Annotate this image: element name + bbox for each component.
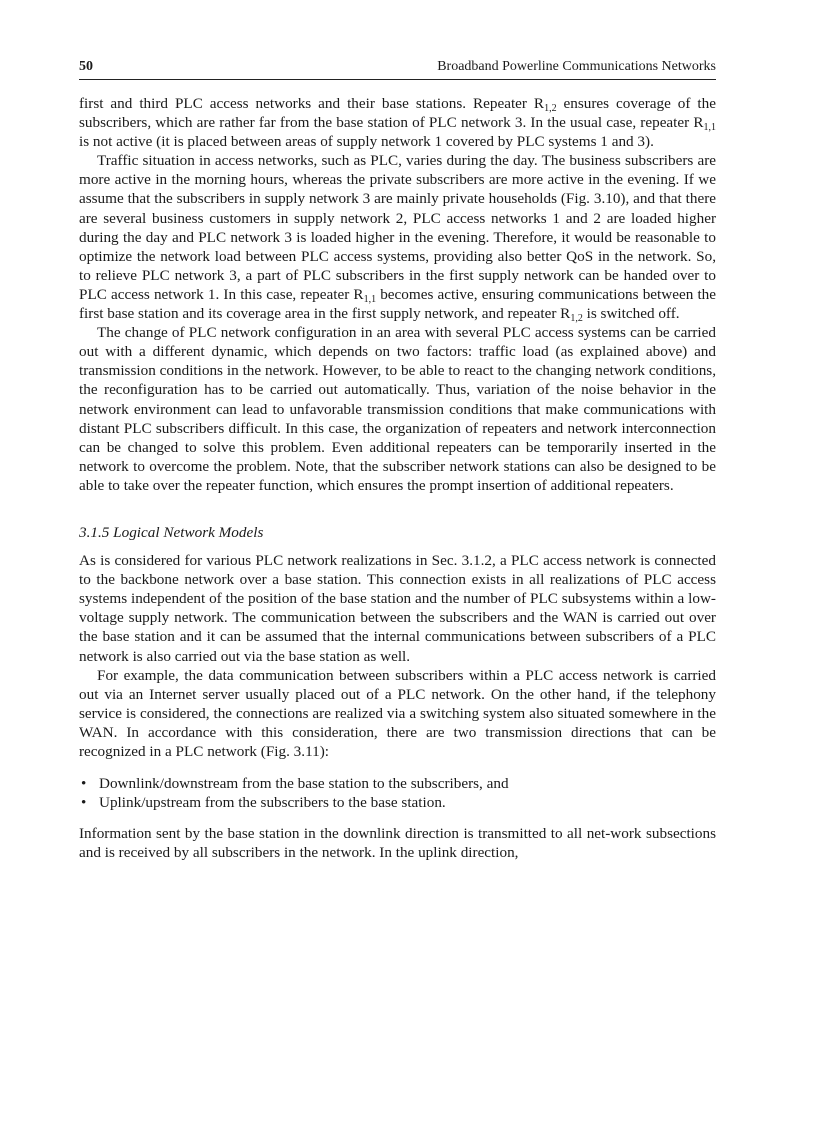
paragraph-1: first and third PLC access networks and their base stations. Repeater $R_{1,2}$ ensures coverage of the subscribers, which are rather far from the base station of PLC network 3. In the usual case, repeater $R_{1,1}$ is not active (it is placed between areas of supply network 1 covered by PLC systems 1 and 3). — [79, 95, 716, 151]
bullet-list — [79, 774, 716, 812]
paragraph-3: The change of PLC network configuration in an area with several PLC access systems can be carried out with a different dynamic, which depends on two factors: traffic load (as explained above) and transmission conditions in the network. However, to be able to react to the changing network conditions, the reconfiguration has to be carried out automatically. Thus, variation of the noise behavior in the network environment can lead to unfavorable transmission conditions that make communications with distant PLC subscribers difficult. In this case, the organization of repeaters and network interconnection can be changed to solve this problem. Even additional repeaters can be temporarily inserted in the network to overcome the problem. Note, that the subscriber network stations can also be designed to be able to take over the repeater function, which ensures the prompt insertion of additional repeaters. — [79, 324, 716, 494]
bullet-icon: • — [81, 775, 87, 793]
subscript: 1,1 — [703, 122, 716, 134]
paragraph-2: Traffic situation in access networks, such as PLC, varies during the day. The business subscribers are more active in the morning hours, whereas the private subscribers are more active in the evening. If we assume that the subscribers in supply network 3 are mainly private households (Fig. 3.10), and that there are several business customers in supply network 2, PLC access networks 1 and 2 are loaded higher during the day and PLC network 3 is loaded higher in the evening. Therefore, it would be reasonable to optimize the network load between PLC access systems, providing also better QoS in the network. So, to relieve PLC network 3, a part of PLC subscribers in the first supply network can be handed over to PLC access network 1. In this case, repeater $R_{1,1}$ becomes active, ensuring communications between the first base station and its coverage area in the first supply network, and repeater $R_{1,2}$ is switched off. — [79, 152, 717, 325]
paragraph-5: For example, the data communication between subscribers within a PLC access network is carried out via an Internet server usually placed out of a PLC network. On the other hand, if the telephony service is considered, the connections are realized via a switching system also situated somewhere in the WAN. In accordance with this consideration, there are two transmission directions that can be recognized in a PLC network (Fig. 3.11): — [79, 666, 716, 760]
paragraph-6: Information sent by the base station in the downlink direction is transmitted to all net-work subsections and is received by all subscribers in the network. In the uplink direction, — [79, 825, 716, 862]
page-number: 50 — [79, 59, 93, 74]
list-item: • Downlink/downstream from the base station to the subscribers, and — [81, 775, 509, 793]
running-title: Broadband Powerline Communications Networks — [437, 59, 716, 74]
running-header — [79, 58, 716, 80]
section-heading: 3.1.5 Logical Network Models — [79, 523, 264, 541]
body-text — [79, 94, 716, 862]
paragraph-4: As is considered for various PLC network realizations in Sec. 3.1.2, a PLC access network is connected to the backbone network over a base station. This connection exists in all realizations of PLC access systems independent of the position of the base station and the number of PLC subsystems within a low-voltage supply network. The communication between the subscribers and the WAN is carried out over the base station and it can be assumed that the internal communications between subscribers of a PLC network is also carried out via the base station as well. — [79, 552, 716, 665]
subscript: 1,2 — [544, 103, 557, 114]
bullet-icon: • — [81, 794, 87, 812]
list-item: • Uplink/upstream from the subscribers to the base station. — [81, 794, 446, 812]
document-page — [79, 58, 716, 862]
subscript: 1,2 — [570, 313, 583, 325]
subscript: 1,1 — [363, 293, 377, 305]
